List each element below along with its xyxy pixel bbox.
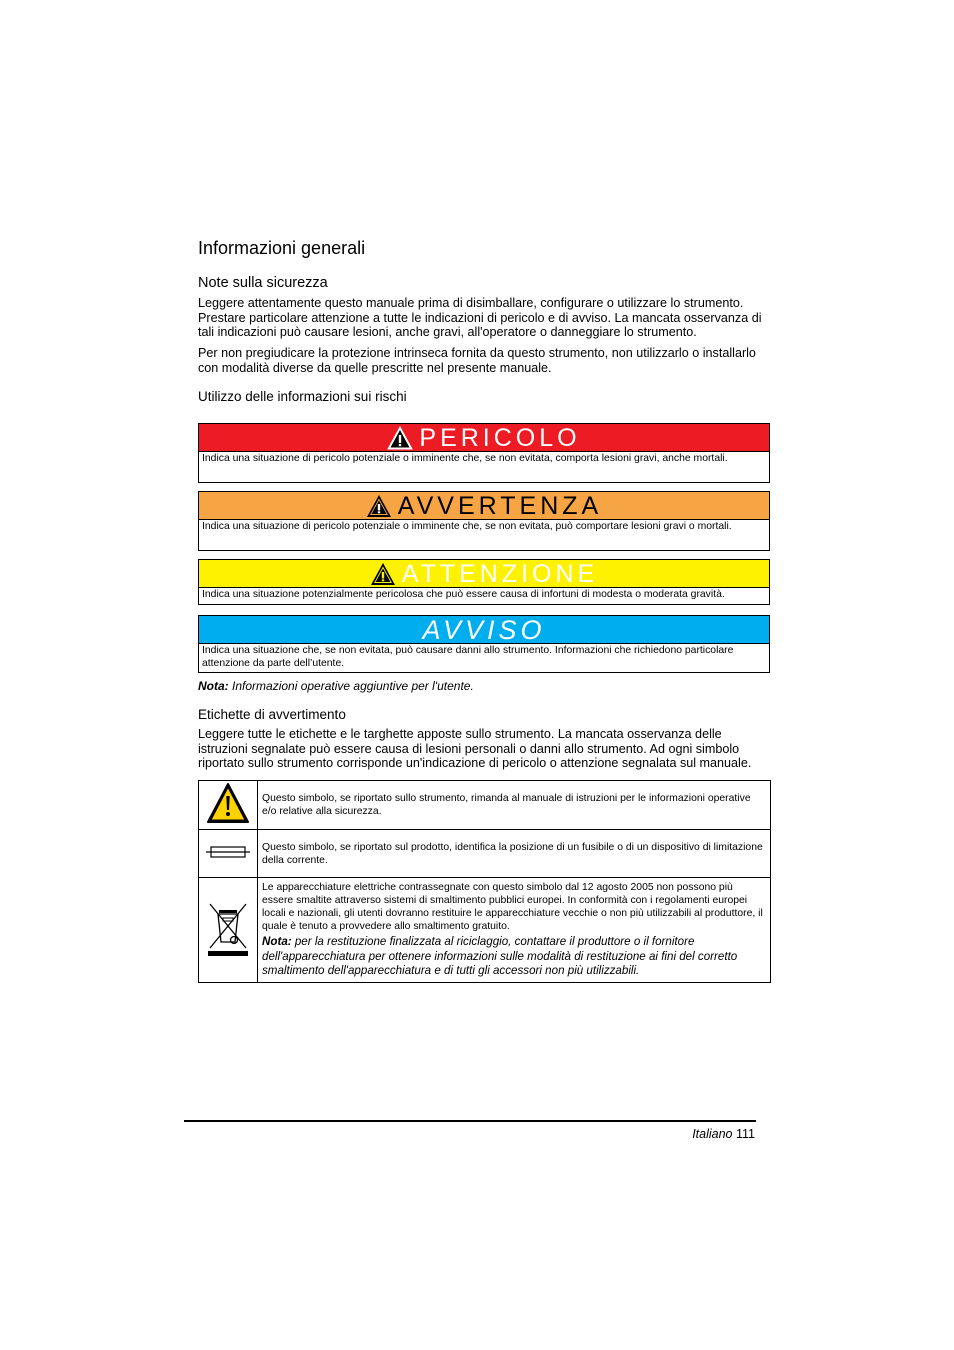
hazard-word-warning: AVVERTENZA [397, 491, 603, 520]
symbols-table [198, 780, 771, 983]
note-text: per la restituzione finalizzata al riciclaggio, contattare il produttore o il fornitore dell'apparecchiatura per ottenere informazioni sulle modalità di restituzione ai fini del corretto smaltimento dell'apparecchiatura e di tutti gli accessori non più utilizzabili. [262, 935, 738, 978]
weee-text: Le apparecchiature elettriche contrassegnate con questo simbolo dal 12 agosto 2005 non possono più essere smaltite attraverso sistemi di smaltimento pubblici europei. In conformità con i regolamenti europei locali e nazionali, gli utenti dovranno restituire le apparecchiature vecchie o non più utilizzabili al produttore, il quale è tenuto a provvedere allo smaltimento gratuito. [262, 882, 763, 933]
hazard-text-danger: Indica una situazione di pericolo potenziale o imminente che, se non evitata, comporta lesioni gravi, anche mortali. [202, 453, 728, 464]
fuse-icon [206, 845, 250, 859]
symbol-icon-cell [199, 878, 258, 983]
note-text: Informazioni operative aggiuntive per l'utente. [232, 679, 474, 693]
weee-crossed-bin-icon [206, 898, 250, 958]
safety-paragraph-1: Leggere attentamente questo manuale prima di disimballare, configurare o utilizzare lo strumento. Prestare particolare attenzione a tutte le indicazioni di pericolo e di avviso. La mancata osservanza di tali indicazioni può causare lesioni, anche gravi, all'operatore o danneggiare lo strumento. [198, 296, 762, 340]
hazard-box-danger [198, 423, 770, 483]
symbol-description [258, 878, 771, 983]
footer-language: Italiano [692, 1127, 733, 1141]
note-label: Nota: [198, 679, 229, 693]
symbol-description: Questo simbolo, se riportato sullo strumento, rimanda al manuale di istruzioni per le informazioni operative e/o relative alla sicurezza. [258, 781, 771, 830]
warning-triangle-icon [206, 782, 250, 824]
hazard-word-notice: AVVISO [422, 614, 546, 645]
page-number: 111 [735, 1127, 755, 1141]
hazard-header-notice [199, 616, 769, 644]
symbol-icon-cell [199, 781, 258, 830]
hazard-header-warning [199, 492, 769, 520]
safety-heading: Note sulla sicurezza [198, 275, 328, 291]
symbol-row [199, 781, 771, 830]
hazards-note [198, 679, 474, 693]
labels-intro: Leggere tutte le etichette e le targhette apposte sullo strumento. La mancata osservanza delle istruzioni segnalate può essere causa di lesioni personali o danni allo strumento. Ad ogni simbolo riportato sullo strumento corrisponde un'indicazione di pericolo o attenzione segnalata sul manuale. [198, 727, 752, 771]
symbol-row [199, 830, 771, 878]
note-label: Nota: [262, 935, 292, 949]
safety-paragraph-2: Per non pregiudicare la protezione intrinseca fornita da questo strumento, non utilizzarlo o installarlo con modalità diverse da quelle prescritte nel presente manuale. [198, 346, 756, 375]
hazard-word-danger: PERICOLO [419, 423, 581, 452]
labels-heading: Etichette di avvertimento [198, 707, 346, 722]
footer [692, 1127, 755, 1141]
hazard-text-caution: Indica una situazione potenzialmente pericolosa che può essere causa di infortuni di modesta o moderata gravità. [202, 589, 725, 600]
warning-triangle-icon [387, 426, 413, 450]
hazard-text-warning: Indica una situazione di pericolo potenziale o imminente che, se non evitata, può comportare lesioni gravi o mortali. [202, 521, 732, 532]
footer-rule [184, 1120, 756, 1122]
hazard-box-notice [198, 615, 770, 673]
symbol-row [199, 878, 771, 983]
symbol-icon-cell [199, 830, 258, 878]
hazard-word-caution: ATTENZIONE [401, 559, 599, 588]
symbol-description: Questo simbolo, se riportato sul prodotto, identifica la posizione di un fusibile o di un dispositivo di limitazione della corrente. [258, 830, 771, 878]
hazard-header-caution [199, 560, 769, 588]
warning-triangle-icon [366, 494, 392, 518]
hazard-text-notice: Indica una situazione che, se non evitata, può causare danni allo strumento. Informazioni che richiedono particolare attenzione da parte dell’utente. [202, 645, 734, 669]
hazards-heading: Utilizzo delle informazioni sui rischi [198, 389, 407, 404]
weee-note [262, 935, 766, 979]
hazard-header-danger [199, 424, 769, 452]
hazard-box-caution [198, 559, 770, 605]
warning-triangle-icon [370, 562, 396, 586]
hazard-box-warning [198, 491, 770, 551]
page-title: Informazioni generali [198, 238, 366, 258]
